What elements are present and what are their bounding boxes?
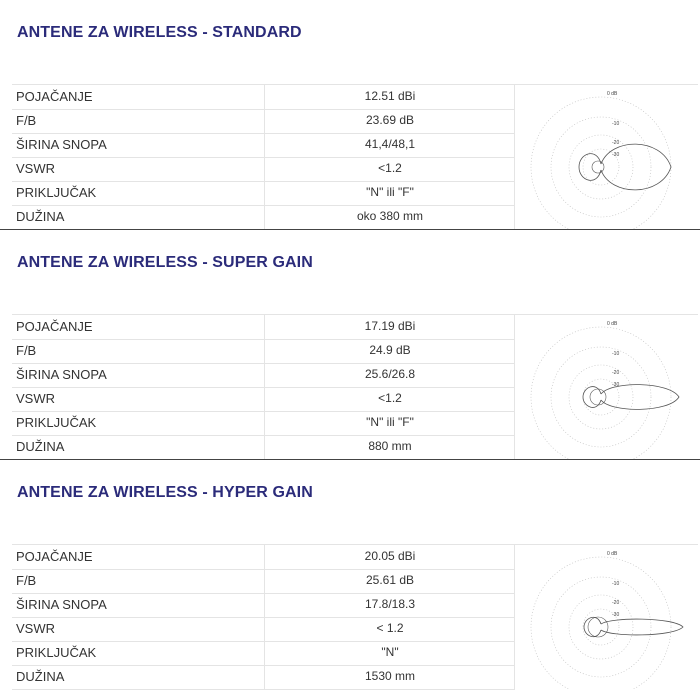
section-title: ANTENE ZA WIRELESS - STANDARD (17, 24, 302, 41)
pattern-scale-label: -20 (612, 600, 620, 606)
pattern-back-lobe (584, 617, 601, 636)
spec-row-length (12, 205, 515, 230)
spec-table (12, 84, 698, 229)
spec-label: DUŽINA (16, 209, 65, 224)
spec-label: F/B (16, 343, 37, 358)
pattern-scale-label: -20 (612, 370, 620, 376)
spec-label: ŠIRINA SNOPA (16, 367, 107, 382)
spec-row-gain (12, 85, 515, 110)
spec-value: < 1.2 (376, 621, 404, 635)
antenna-section-super-gain (0, 230, 700, 460)
spec-value: 23.69 dB (365, 113, 415, 127)
spec-label: POJAČANJE (16, 319, 93, 334)
pattern-scale-label: -10 (612, 121, 620, 127)
spec-row-connector (12, 181, 515, 206)
spec-value: <1.2 (378, 161, 402, 175)
spec-value: 17.8/18.3 (364, 597, 416, 611)
spec-label: VSWR (16, 621, 55, 636)
pattern-main-lobe (601, 144, 671, 190)
pattern-grid-ring (569, 595, 633, 659)
spec-value: 41,4/48,1 (364, 137, 416, 151)
spec-row-length (12, 435, 515, 460)
spec-value: "N" ili "F" (366, 185, 414, 199)
pattern-scale-label: -30 (612, 382, 620, 388)
pattern-grid-ring (551, 577, 651, 677)
pattern-back-lobe (583, 387, 601, 408)
pattern-scale-label: 0 dB (607, 321, 618, 327)
spec-label: DUŽINA (16, 669, 65, 684)
spec-row-gain (12, 545, 515, 570)
section-title: ANTENE ZA WIRELESS - HYPER GAIN (17, 484, 313, 501)
spec-row-vswr (12, 617, 515, 642)
pattern-side-lobe (592, 161, 604, 173)
pattern-main-lobe (601, 385, 679, 410)
radiation-pattern-image (515, 545, 698, 689)
spec-value: 1530 mm (364, 669, 416, 683)
pattern-scale-label: -10 (612, 581, 620, 587)
spec-row-vswr (12, 387, 515, 412)
spec-row-beamwidth (12, 593, 515, 618)
spec-value: 25.6/26.8 (364, 367, 416, 381)
spec-label: F/B (16, 113, 37, 128)
spec-label: ŠIRINA SNOPA (16, 597, 107, 612)
spec-row-fb (12, 339, 515, 364)
antenna-section-hyper-gain (0, 460, 700, 690)
spec-label: POJAČANJE (16, 89, 93, 104)
spec-value: <1.2 (378, 391, 402, 405)
spec-label: DUŽINA (16, 439, 65, 454)
pattern-grid-ring (551, 117, 651, 217)
spec-value: "N" ili "F" (366, 415, 414, 429)
radiation-pattern-image (515, 85, 698, 229)
spec-label: PRIKLJUČAK (16, 645, 97, 660)
spec-value: 12.51 dBi (364, 89, 416, 103)
spec-value: 24.9 dB (369, 343, 411, 357)
spec-row-fb (12, 109, 515, 134)
pattern-scale-label: -20 (612, 140, 620, 146)
pattern-grid-ring (551, 347, 651, 447)
spec-row-beamwidth (12, 133, 515, 158)
pattern-side-lobe (590, 389, 606, 405)
pattern-back-lobe (579, 154, 601, 181)
spec-row-fb (12, 569, 515, 594)
pattern-scale-label: -10 (612, 351, 620, 357)
section-title: ANTENE ZA WIRELESS - SUPER GAIN (17, 254, 313, 271)
spec-row-length (12, 665, 515, 690)
spec-label: F/B (16, 573, 37, 588)
spec-label: VSWR (16, 391, 55, 406)
spec-row-connector (12, 641, 515, 666)
spec-value: 20.05 dBi (364, 549, 416, 563)
pattern-grid-ring (569, 135, 633, 199)
pattern-scale-label: 0 dB (607, 551, 618, 557)
antenna-section-standard (0, 0, 700, 230)
spec-row-connector (12, 411, 515, 436)
spec-value: 25.61 dB (365, 573, 415, 587)
pattern-scale-label: -30 (612, 152, 620, 158)
spec-row-beamwidth (12, 363, 515, 388)
pattern-side-lobe (588, 617, 608, 637)
spec-value: 17.19 dBi (364, 319, 416, 333)
spec-label: PRIKLJUČAK (16, 185, 97, 200)
spec-table (12, 544, 698, 689)
radiation-pattern-image (515, 315, 698, 459)
spec-label: VSWR (16, 161, 55, 176)
spec-value: 880 mm (368, 439, 412, 453)
pattern-grid-ring (569, 365, 633, 429)
spec-label: PRIKLJUČAK (16, 415, 97, 430)
spec-value: "N" (381, 645, 399, 659)
spec-label: ŠIRINA SNOPA (16, 137, 107, 152)
spec-table (12, 314, 698, 459)
spec-row-vswr (12, 157, 515, 182)
spec-label: POJAČANJE (16, 549, 93, 564)
spec-value: oko 380 mm (356, 209, 424, 223)
pattern-scale-label: 0 dB (607, 91, 618, 97)
pattern-scale-label: -30 (612, 612, 620, 618)
spec-row-gain (12, 315, 515, 340)
